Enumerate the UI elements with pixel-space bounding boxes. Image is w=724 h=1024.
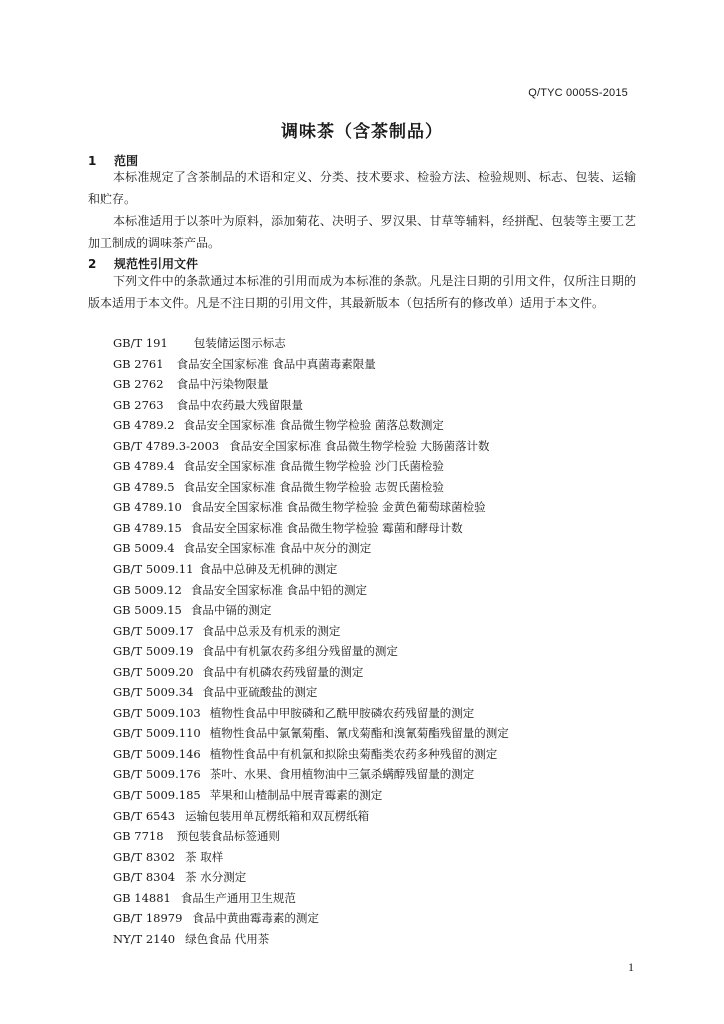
reference-code: GB/T 5009.110 — [113, 726, 201, 741]
reference-item — [113, 580, 509, 601]
reference-item — [113, 641, 509, 662]
reference-title: 食品安全国家标准 食品微生物学检验 金黄色葡萄球菌检验 — [190, 500, 486, 515]
reference-item — [113, 436, 509, 457]
reference-item — [113, 703, 509, 724]
reference-code: GB/T 5009.146 — [113, 746, 201, 761]
reference-item — [113, 415, 509, 436]
reference-code: GB 2761 — [113, 356, 164, 371]
reference-code: GB 5009.15 — [113, 603, 182, 618]
reference-code: GB/T 5009.19 — [113, 644, 194, 659]
reference-code: GB 4789.15 — [113, 520, 182, 535]
reference-code: GB/T 191 — [113, 336, 168, 350]
reference-title: 绿色食品 代用茶 — [185, 931, 270, 946]
reference-title: 植物性食品中氯氰菊酯、氰戊菊酯和溴氰菊酯残留量的测定 — [209, 726, 509, 741]
reference-code: GB/T 5009.20 — [113, 664, 194, 679]
reference-item — [113, 785, 509, 806]
reference-title: 食品安全国家标准 食品微生物学检验 大肠菌落计数 — [229, 438, 490, 453]
reference-item — [113, 867, 509, 888]
reference-title: 茶叶、水果、食用植物油中三氯杀螨醇残留量的测定 — [209, 767, 475, 782]
reference-title: 食品安全国家标准 食品微生物学检验 霉菌和酵母计数 — [190, 520, 463, 535]
reference-code: GB 4789.10 — [113, 500, 182, 515]
reference-item — [113, 333, 509, 354]
reference-code: GB/T 18979 — [113, 911, 183, 926]
reference-list — [113, 333, 509, 949]
reference-item — [113, 662, 509, 683]
reference-title: 食品生产通用卫生规范 — [180, 890, 296, 905]
reference-code: NY/T 2140 — [113, 931, 176, 946]
reference-item — [113, 374, 509, 395]
reference-code: GB/T 5009.34 — [113, 685, 194, 700]
references-intro-paragraph: 下列文件中的条款通过本标准的引用而成为本标准的条款。凡是注日期的引用文件，仅所注日期的版本适用于本文件。凡是不注日期的引用文件，其最新版本（包括所有的修改单）适用于本文件。 — [88, 274, 636, 310]
reference-item — [113, 826, 509, 847]
reference-title: 预包装食品标签通则 — [176, 829, 281, 844]
reference-title: 植物性食品中甲胺磷和乙酰甲胺磷农药残留量的测定 — [209, 705, 475, 720]
reference-code: GB/T 5009.17 — [113, 623, 194, 638]
reference-code: GB 7718 — [113, 829, 164, 844]
reference-title: 食品中有机氯农药多组分残留量的测定 — [202, 644, 398, 659]
reference-title: 食品中农药最大残留限量 — [176, 397, 304, 412]
reference-item — [113, 559, 509, 580]
reference-code: GB 5009.12 — [113, 582, 182, 597]
reference-item — [113, 764, 509, 785]
reference-title: 包装储运图示标志 — [193, 336, 286, 350]
reference-item — [113, 929, 509, 950]
reference-item — [113, 600, 509, 621]
reference-code: GB/T 6543 — [113, 808, 176, 823]
reference-code: GB/T 5009.11 — [113, 562, 194, 577]
reference-item — [113, 888, 509, 909]
reference-code: GB 4789.4 — [113, 459, 175, 474]
section-number: 2 — [88, 257, 97, 271]
page-number: 1 — [628, 960, 634, 974]
reference-item — [113, 497, 509, 518]
reference-code: GB/T 5009.103 — [113, 705, 201, 720]
reference-code: GB 14881 — [113, 890, 171, 905]
reference-item — [113, 682, 509, 703]
reference-title: 食品中镉的测定 — [190, 603, 272, 618]
reference-item — [113, 806, 509, 827]
scope-paragraph-1: 本标准规定了含茶制品的术语和定义、分类、技术要求、检验方法、检验规则、标志、包装、运输和贮存。 — [88, 170, 636, 206]
section-number: 1 — [88, 154, 97, 168]
reference-code: GB 2762 — [113, 377, 164, 392]
reference-title: 食品中总砷及无机砷的测定 — [199, 562, 338, 577]
reference-title: 食品中亚硫酸盐的测定 — [202, 685, 318, 700]
reference-title: 食品安全国家标准 食品中铅的测定 — [190, 582, 368, 597]
reference-item — [113, 456, 509, 477]
reference-code: GB 4789.2 — [113, 418, 175, 433]
reference-item — [113, 477, 509, 498]
reference-title: 植物性食品中有机氯和拟除虫菊酯类农药多种残留的测定 — [209, 746, 498, 761]
reference-title: 食品安全国家标准 食品中灰分的测定 — [183, 541, 372, 556]
reference-title: 苹果和山楂制品中展青霉素的测定 — [209, 788, 383, 803]
reference-item — [113, 908, 509, 929]
reference-title: 食品安全国家标准 食品微生物学检验 沙门氏菌检验 — [183, 459, 444, 474]
document-title: 调味茶（含茶制品） — [281, 122, 443, 142]
reference-item — [113, 354, 509, 375]
reference-code: GB 2763 — [113, 397, 164, 412]
reference-item — [113, 621, 509, 642]
reference-title: 食品中总汞及有机汞的测定 — [202, 623, 341, 638]
reference-item — [113, 847, 509, 868]
reference-code: GB 5009.4 — [113, 541, 175, 556]
reference-title: 运输包装用单瓦楞纸箱和双瓦楞纸箱 — [185, 808, 370, 823]
reference-item — [113, 723, 509, 744]
reference-code: GB/T 5009.176 — [113, 767, 201, 782]
reference-title: 食品中黄曲霉毒素的测定 — [192, 911, 319, 926]
reference-item — [113, 395, 509, 416]
reference-code: GB/T 4789.3-2003 — [113, 438, 220, 453]
reference-item — [113, 518, 509, 539]
reference-title: 食品中有机磷农药残留量的测定 — [202, 664, 364, 679]
section-title: 规范性引用文件 — [114, 257, 199, 271]
reference-title: 茶 取样 — [185, 849, 224, 864]
reference-title: 食品中污染物限量 — [176, 377, 269, 392]
reference-item — [113, 744, 509, 765]
reference-item — [113, 538, 509, 559]
reference-title: 食品安全国家标准 食品微生物学检验 菌落总数测定 — [183, 418, 444, 433]
reference-code: GB 4789.5 — [113, 479, 175, 494]
reference-title: 食品安全国家标准 食品微生物学检验 志贺氏菌检验 — [183, 479, 444, 494]
reference-code: GB/T 8302 — [113, 849, 176, 864]
reference-title: 茶 水分测定 — [185, 870, 247, 885]
reference-code: GB/T 5009.185 — [113, 788, 201, 803]
section-title: 范围 — [114, 154, 139, 168]
standard-code: Q/TYC 0005S-2015 — [528, 87, 628, 99]
reference-title: 食品安全国家标准 食品中真菌毒素限量 — [176, 356, 376, 371]
reference-code: GB/T 8304 — [113, 870, 176, 885]
scope-paragraph-2: 本标准适用于以茶叶为原料，添加菊花、决明子、罗汉果、甘草等辅料，经拼配、包装等主要工艺加工制成的调味茶产品。 — [88, 214, 636, 250]
